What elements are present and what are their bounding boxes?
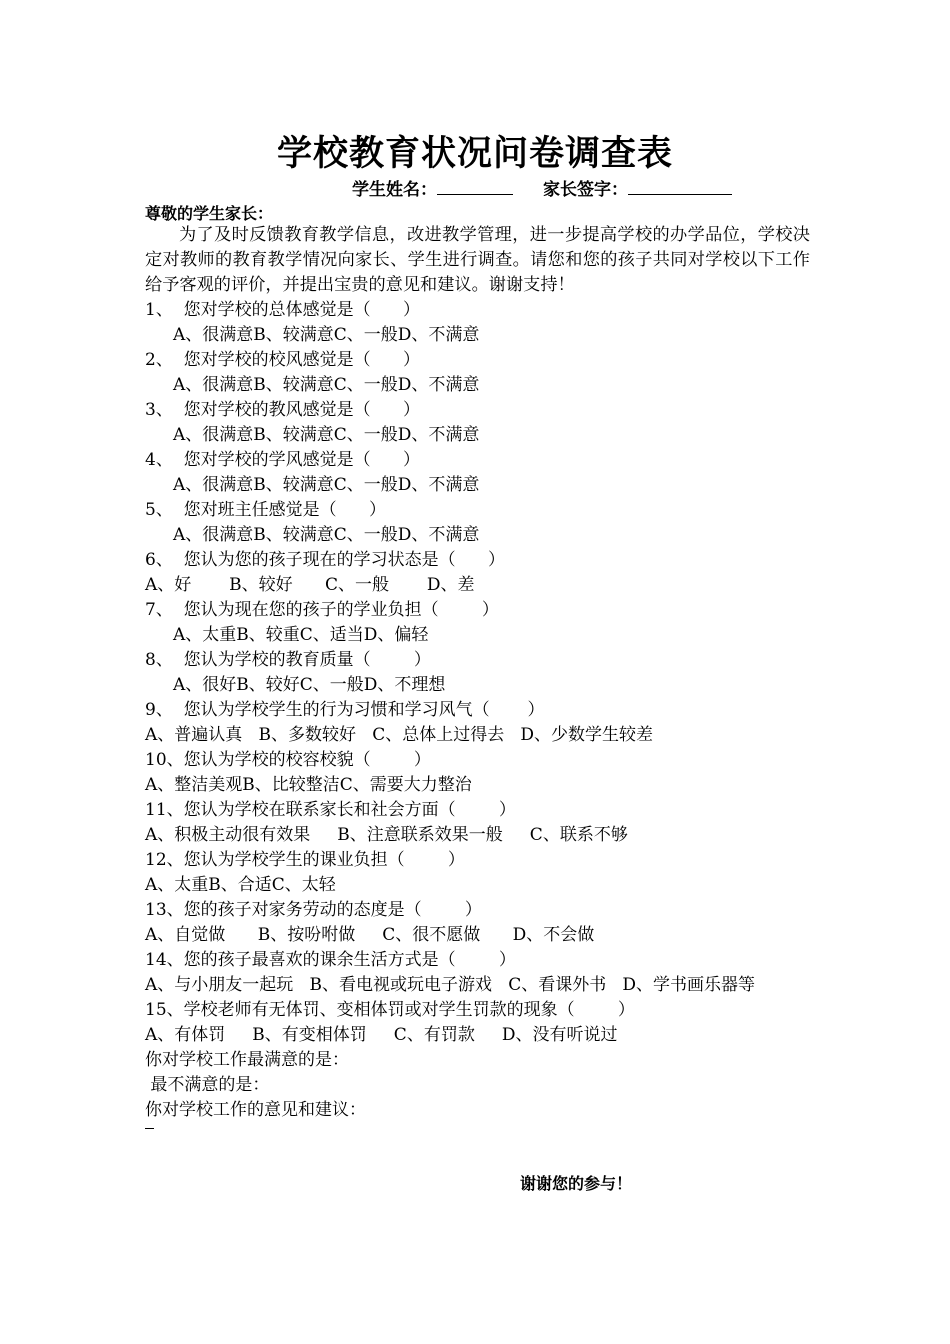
question-1: 1、 您对学校的总体感觉是（ ） (145, 300, 421, 320)
question-12: 12、您认为学校学生的课业负担（ ） (145, 850, 465, 870)
answer-options-11[interactable]: A、积极主动很有效果 B、注意联系效果一般 C、联系不够 (145, 825, 628, 845)
parent-sign-label: 家长签字： (543, 180, 628, 200)
signature-line (352, 175, 732, 200)
greeting: 尊敬的学生家长： (145, 204, 274, 223)
question-14: 14、您的孩子最喜欢的课余生活方式是（ ） (145, 950, 516, 970)
student-name-field[interactable] (437, 177, 513, 195)
answer-options-6[interactable]: A、好 B、较好 C、一般 D、差 (145, 575, 475, 595)
question-8: 8、 您认为学校的教育质量（ ） (145, 650, 431, 670)
answer-options-12[interactable]: A、太重B、合适C、太轻 (145, 875, 336, 895)
student-name-label: 学生姓名： (352, 180, 437, 200)
question-2: 2、 您对学校的校风感觉是（ ） (145, 350, 421, 370)
answer-options-9[interactable]: A、普遍认真 B、多数较好 C、总体上过得去 D、少数学生较差 (145, 725, 654, 745)
question-11: 11、您认为学校在联系家长和社会方面（ ） (145, 800, 516, 820)
answer-options-3[interactable]: A、很满意B、较满意C、一般D、不满意 (173, 425, 480, 445)
suggestions-prompt: 你对学校工作的意见和建议： (145, 1100, 366, 1120)
question-10: 10、您认为学校的校容校貌（ ） (145, 750, 431, 770)
question-list (145, 298, 825, 1123)
page-title: 学校教育状况问卷调查表 (276, 134, 673, 174)
intro-paragraph: 为了及时反馈教育教学信息，改进教学管理，进一步提高学校的办学品位，学校决定对教师的教育教学情况向家长、学生进行调查。请您和您的孩子共同对学校以下工作给予客观的评价，并提出宝贵的意见和建议。谢谢支持！ (145, 225, 810, 295)
answer-options-14[interactable]: A、与小朋友一起玩 B、看电视或玩电子游戏 C、看课外书 D、学书画乐器等 (145, 975, 756, 995)
answer-options-8[interactable]: A、很好B、较好C、一般D、不理想 (173, 675, 446, 695)
answer-options-4[interactable]: A、很满意B、较满意C、一般D、不满意 (173, 475, 480, 495)
answer-options-15[interactable]: A、有体罚 B、有变相体罚 C、有罚款 D、没有听说过 (145, 1025, 618, 1045)
question-4: 4、 您对学校的学风感觉是（ ） (145, 450, 421, 470)
question-3: 3、 您对学校的教风感觉是（ ） (145, 400, 421, 420)
answer-blank[interactable] (145, 1128, 154, 1129)
most-satisfied-prompt: 你对学校工作最满意的是： (145, 1050, 349, 1070)
question-9: 9、 您认为学校学生的行为习惯和学习风气（ ） (145, 700, 545, 720)
answer-options-1[interactable]: A、很满意B、较满意C、一般D、不满意 (173, 325, 480, 345)
answer-options-10[interactable]: A、整洁美观B、比较整洁C、需要大力整治 (145, 775, 472, 795)
thanks-note: 谢谢您的参与！ (520, 1174, 633, 1193)
answer-options-2[interactable]: A、很满意B、较满意C、一般D、不满意 (173, 375, 480, 395)
question-7: 7、 您认为现在您的孩子的学业负担（ ） (145, 600, 499, 620)
least-satisfied-prompt: 最不满意的是： (145, 1075, 270, 1095)
answer-options-13[interactable]: A、自觉做 B、按吩咐做 C、很不愿做 D、不会做 (145, 925, 595, 945)
question-13: 13、您的孩子对家务劳动的态度是（ ） (145, 900, 482, 920)
parent-sign-field[interactable] (628, 177, 732, 195)
answer-options-7[interactable]: A、太重B、较重C、适当D、偏轻 (173, 625, 429, 645)
question-15: 15、学校老师有无体罚、变相体罚或对学生罚款的现象（ ） (145, 1000, 635, 1020)
answer-options-5[interactable]: A、很满意B、较满意C、一般D、不满意 (173, 525, 480, 545)
question-5: 5、 您对班主任感觉是（ ） (145, 500, 387, 520)
question-6: 6、 您认为您的孩子现在的学习状态是（ ） (145, 550, 506, 570)
